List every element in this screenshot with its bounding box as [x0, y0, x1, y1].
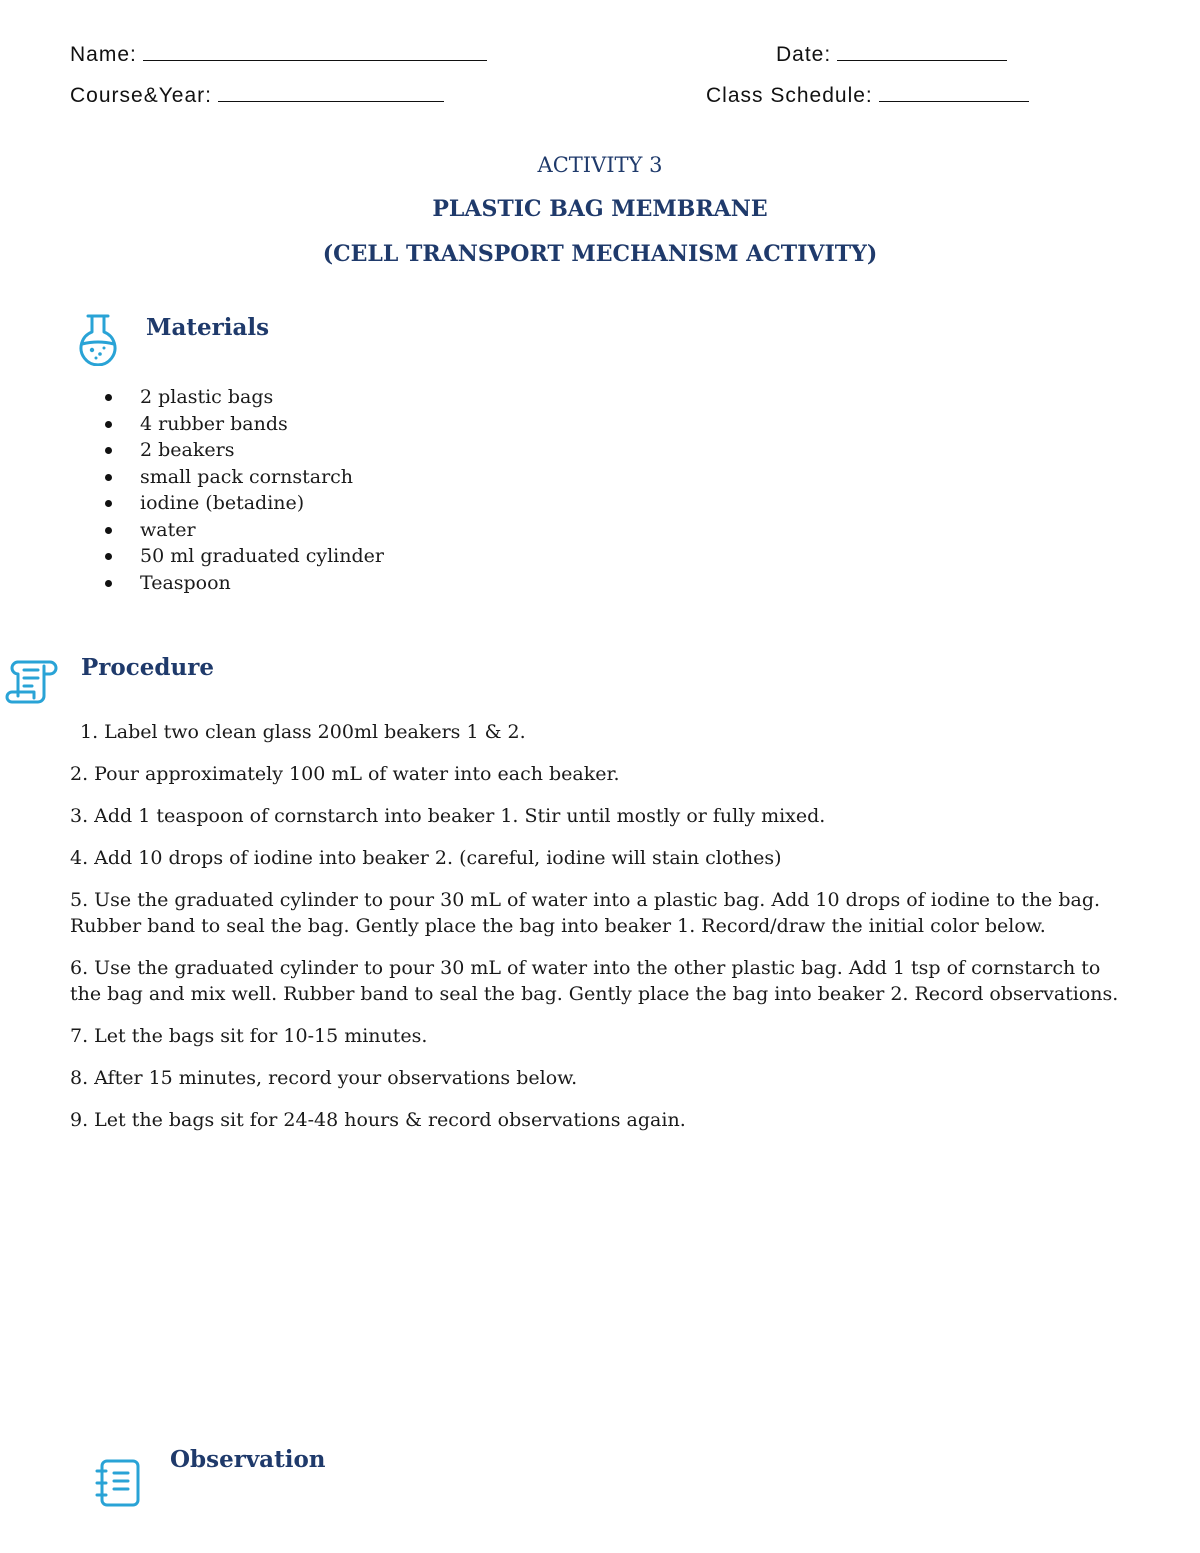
list-item: iodine (betadine) — [100, 490, 384, 517]
materials-heading: Materials — [146, 314, 270, 341]
procedure-step: 7. Let the bags sit for 10-15 minutes. — [70, 1025, 428, 1047]
list-item: small pack cornstarch — [100, 464, 384, 491]
class-schedule-label: Class Schedule: — [706, 84, 873, 107]
activity-number: ACTIVITY 3 — [537, 153, 663, 177]
list-item: water — [100, 517, 384, 544]
notebook-icon — [94, 1457, 144, 1509]
course-year-blank[interactable] — [218, 83, 444, 102]
course-year-label: Course&Year: — [70, 84, 212, 107]
course-year-field — [70, 83, 444, 108]
procedure-step: 1. Label two clean glass 200ml beakers 1 & 2. — [80, 721, 526, 743]
class-schedule-blank[interactable] — [879, 83, 1029, 102]
procedure-step: 9. Let the bags sit for 24-48 hours & record observations again. — [70, 1109, 686, 1131]
class-schedule-field — [706, 83, 1029, 108]
procedure-heading: Procedure — [81, 654, 214, 681]
page-subtitle: (CELL TRANSPORT MECHANISM ACTIVITY) — [322, 241, 878, 267]
procedure-step: 4. Add 10 drops of iodine into beaker 2. (careful, iodine will stain clothes) — [70, 847, 782, 869]
date-label: Date: — [776, 43, 832, 66]
name-label: Name: — [70, 43, 137, 66]
name-field — [70, 42, 487, 67]
list-item: 2 plastic bags — [100, 384, 384, 411]
page-title: PLASTIC BAG MEMBRANE — [432, 196, 768, 222]
date-field — [776, 42, 1007, 67]
list-item: 50 ml graduated cylinder — [100, 543, 384, 570]
procedure-step: 2. Pour approximately 100 mL of water into each beaker. — [70, 763, 620, 785]
name-blank[interactable] — [143, 42, 487, 61]
procedure-step: 5. Use the graduated cylinder to pour 30 mL of water into a plastic bag. Add 10 drops of iodine to the bag. Rubber band to seal the bag. Gently place the bag into beaker 1. Record/draw the initial color below. — [70, 889, 1101, 937]
scroll-icon — [4, 656, 60, 708]
procedure-step: 8. After 15 minutes, record your observations below. — [70, 1067, 578, 1089]
flask-icon — [76, 312, 120, 366]
list-item: 4 rubber bands — [100, 411, 384, 438]
materials-list — [100, 384, 384, 596]
observation-heading: Observation — [170, 1446, 326, 1473]
procedure-step: 3. Add 1 teaspoon of cornstarch into beaker 1. Stir until mostly or fully mixed. — [70, 805, 826, 827]
procedure-step: 6. Use the graduated cylinder to pour 30 mL of water into the other plastic bag. Add 1 tsp of cornstarch to the bag and mix well. Rubber band to seal the bag. Gently place the bag into beaker 2. Record observations. — [70, 957, 1119, 1005]
procedure-steps — [70, 719, 1130, 1149]
list-item: Teaspoon — [100, 570, 384, 597]
date-blank[interactable] — [837, 42, 1007, 61]
list-item: 2 beakers — [100, 437, 384, 464]
